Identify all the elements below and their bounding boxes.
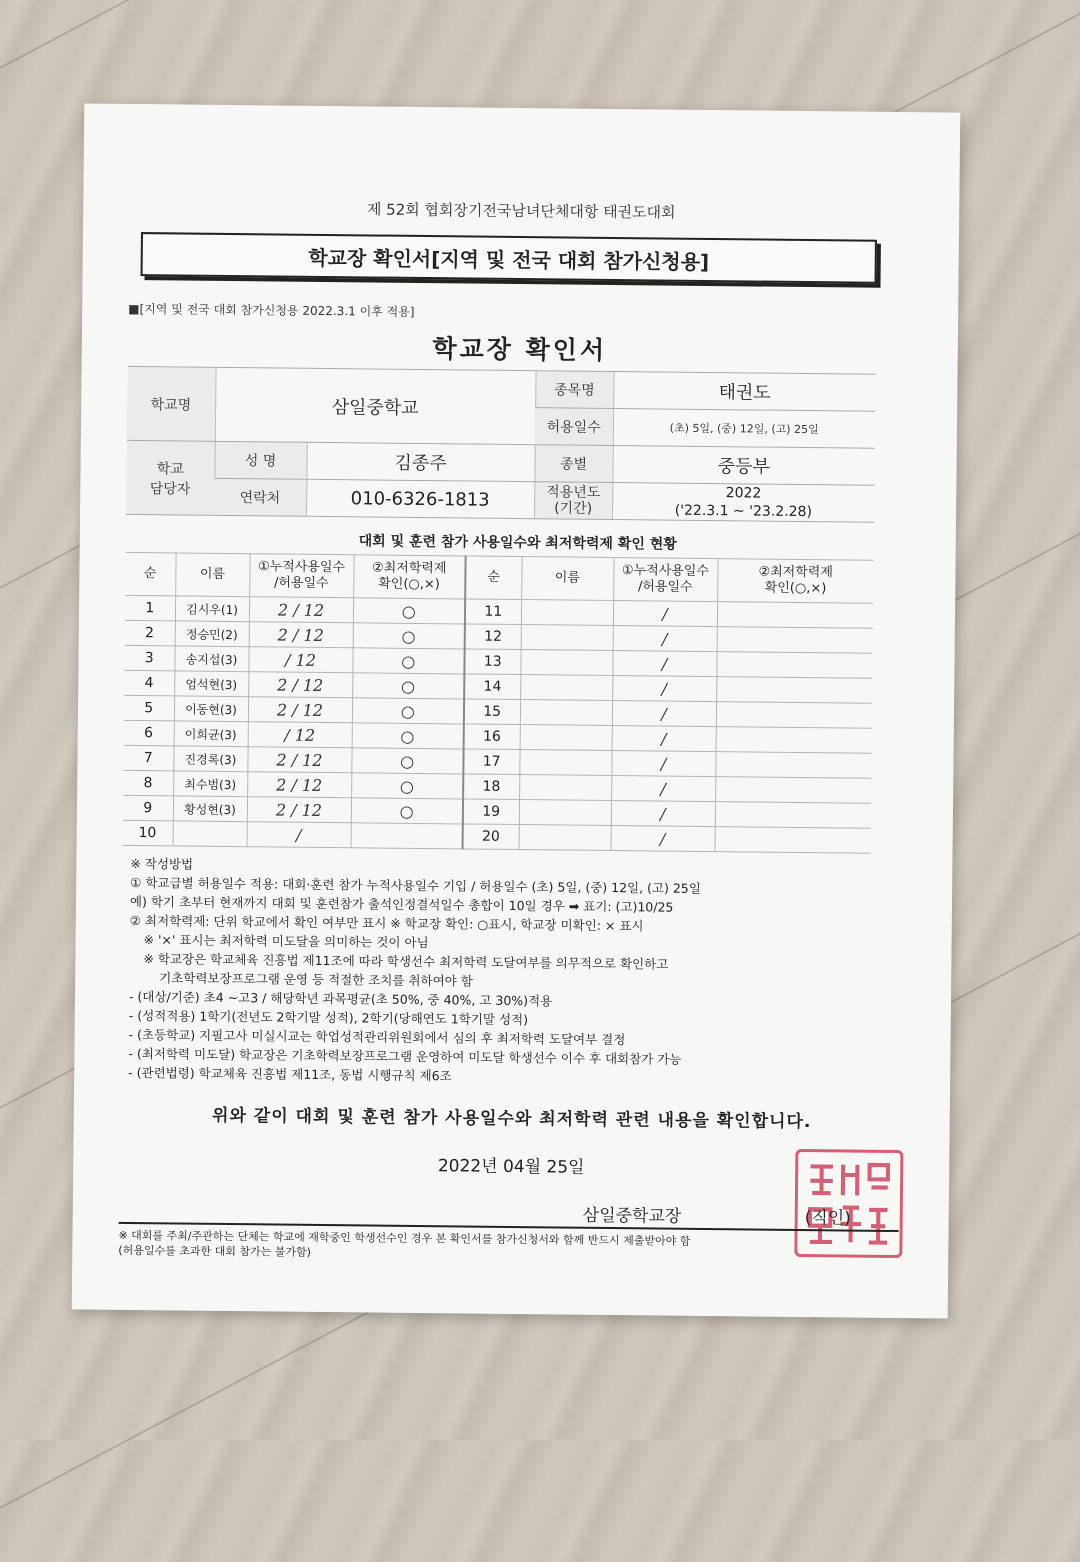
note-line: ※ '×' 표시는 최저학력 미도달을 의미하는 것이 아님 [143,932,429,951]
note-line: 예) 학기 초부터 현재까지 대회 및 훈련참가 출석인정결석일수 총합이 10일 경우 ➡ 표기: (고)10/25 [129,893,674,915]
sport-label: 종목명 [535,371,613,409]
roster-check: ○ [351,798,463,824]
note-line: - (대상/기준) 초4 ~고3 / 해당학년 과목평균(초 50%, 중 40%, 고 30%)적용 [128,988,553,1009]
roster-no: 7 [123,745,173,771]
applies-note: ■[지역 및 전국 대회 참가신청용 2022.3.1 이후 적용] [128,301,415,319]
roster-check [715,827,871,854]
roster-check [715,777,871,804]
roster-check: ○ [352,648,464,674]
roster-days: / [612,726,716,752]
roster-no: 6 [124,720,174,746]
roster-check: ○ [352,698,464,724]
roster-days: 2 / 12 [247,772,351,798]
document-sheet [72,103,961,1318]
roster-check: ○ [353,623,465,649]
boxed-title [141,232,877,284]
signer-name: 삼일중학교장 [582,1205,682,1227]
roster-name: 최수범(3) [173,771,247,797]
roster-name [520,725,612,751]
main-title: 학교장 확인서 [432,334,608,365]
roster-no: 13 [464,649,520,675]
confirmation-statement: 위와 같이 대회 및 훈련 참가 사용일수와 최저학력 관련 내용을 확인합니다. [211,1105,812,1133]
roster-name [519,750,611,776]
section-title: 대회 및 훈련 참가 사용일수와 최저학력제 확인 현황 [358,533,677,553]
footnote-line: ※ 대회를 주최/주관하는 단체는 학교에 재학중인 학생선수인 경우 본 확인서를 참가신청서와 함께 반드시 제출받아야 함 [118,1228,691,1248]
contact-value: 010-6326-1813 [306,479,534,518]
header-name: 이름 [175,553,249,597]
roster-days: 2 / 12 [247,797,351,823]
roster-check [716,677,872,704]
header-no: 순 [465,556,521,600]
roster-no: 1 [125,595,175,621]
roster-days: 2 / 12 [249,597,353,623]
roster-no: 15 [464,699,520,725]
manager-label: 학교 담당자 [126,440,215,515]
roster-name [173,821,247,847]
roster-days: 2 / 12 [248,672,352,698]
roster-check [716,702,872,729]
event-title: 제 52회 협회장기전국남녀단체대항 태권도대회 [366,200,676,222]
footnote-line: (허용일수를 초과한 대회 참가는 불가함) [118,1243,311,1259]
roster-no: 2 [125,620,175,646]
roster-name: 김시우(1) [175,596,249,622]
roster-name: 송지섭(3) [174,646,248,672]
roster-check: ○ [351,748,463,774]
roster-name [521,625,613,651]
roster-days: / [611,825,715,851]
header-name: 이름 [521,557,613,601]
roster-check: ○ [353,598,465,624]
header-days: ①누적사용일수 /허용일수 [613,558,717,602]
roster-name [521,600,613,626]
roster-no: 16 [464,724,520,750]
roster-days: 2 / 12 [247,747,351,773]
sport-value: 태권도 [613,372,875,412]
roster-check [715,802,871,829]
roster-no: 17 [463,749,519,775]
name-label: 성 명 [214,441,306,479]
header-check: ②최저학력제 확인(○,×) [717,559,873,604]
roster-no: 14 [464,674,520,700]
roster-no: 10 [123,820,173,846]
seal-label: (직인) [804,1208,851,1229]
school-label: 학교명 [127,366,216,441]
note-line: ※ 작성방법 [130,855,194,872]
roster-name [520,700,612,726]
roster-name: 황성현(3) [173,796,247,822]
year-label: 적용년도 (기간) [534,482,612,520]
school-value: 삼일중학교 [215,367,536,444]
roster-no: 12 [465,624,521,650]
roster-days: / [611,776,715,802]
roster-no: 11 [465,599,521,625]
name-value: 김종주 [306,442,534,481]
roster-check [716,727,872,754]
confirmation-date: 2022년 04월 25일 [437,1156,585,1178]
division-value: 중등부 [612,445,874,485]
roster-check: ○ [352,723,464,749]
roster-name: 이동현(3) [174,696,248,722]
roster-no: 8 [123,770,173,796]
roster-check: ○ [352,673,464,699]
roster-days: / 12 [248,647,352,673]
roster-name: 이희균(3) [174,721,248,747]
roster-name [520,650,612,676]
footnote [118,1222,898,1266]
roster-days: / [247,822,351,848]
roster-name [519,825,611,851]
roster-name: 정승민(2) [175,621,249,647]
instructions-notes [128,854,890,1090]
roster-name [519,800,611,826]
roster-body [123,595,874,853]
contact-label: 연락처 [214,478,306,516]
roster-name [519,775,611,801]
header-check: ②최저학력제 확인(○,×) [353,555,465,599]
roster-days: / 12 [248,722,352,748]
header-days: ①누적사용일수 /허용일수 [249,554,353,598]
boxed-title-text: 학교장 확인서[지역 및 전국 대회 참가신청용] [308,245,710,274]
note-line: - (최저학력 미도달) 학교장은 기초학력보장프로그램 운영하여 미도달 학생선수 이수 후 대회참가 가능 [128,1045,682,1067]
roster-table [123,552,874,854]
note-line: ② 최저학력제: 단위 학교에서 확인 여부만 표시 ※ 학교장 확인: ○표시, 학교장 미확인: × 표시 [129,912,644,934]
roster-name [520,675,612,701]
roster-days: / [613,601,717,627]
roster-check [715,752,871,779]
allow-label: 허용일수 [535,408,613,446]
school-info-table [126,366,876,523]
roster-days: / [612,676,716,702]
note-line: - (성적적용) 1학기(전년도 2학기말 성적), 2학기(당해연도 1학기말 성적) [128,1007,529,1028]
roster-days: 2 / 12 [248,697,352,723]
note-line: 기초학력보장프로그램 운영 등 적절한 조치를 취하여야 함 [159,970,473,989]
roster-check [351,823,463,849]
division-label: 종별 [534,445,612,483]
note-line: - (관련법령) 학교체육 진흥법 제11조, 동법 시행규칙 제6조 [128,1064,452,1084]
roster-name: 엄석현(3) [174,671,248,697]
roster-no: 18 [463,774,519,800]
roster-check [717,602,873,629]
year-value: 2022 [725,485,762,502]
roster-no: 5 [124,695,174,721]
roster-no: 20 [463,824,519,850]
roster-no: 19 [463,799,519,825]
roster-check [717,627,873,654]
note-line: ① 학교급별 허용일수 적용: 대회·훈련 참가 누적사용일수 기입 / 허용일수 (초) 5일, (중) 12일, (고) 25일 [130,874,701,896]
roster-check: ○ [351,773,463,799]
header-no: 순 [125,552,175,596]
roster-no: 9 [123,795,173,821]
roster-name: 진경록(3) [173,746,247,772]
year-cell [612,482,874,522]
roster-days: / [613,626,717,652]
roster-no: 3 [124,645,174,671]
note-line: ※ 학교장은 학교체육 진흥법 제11조에 따라 학생선수 최저학력 도달여부를 의무적으로 확인하고 [143,951,669,972]
period-value: ('22.3.1 ~ '23.2.28) [674,502,813,521]
roster-days: / [612,651,716,677]
roster-no: 4 [124,670,174,696]
roster-days: / [612,701,716,727]
roster-days: / [611,801,715,827]
note-line: - (초등학교) 지필고사 미실시교는 학업성적관리위원회에서 심의 후 최저학력 도달여부 결정 [128,1026,626,1048]
allow-value: (초) 5일, (중) 12일, (고) 25일 [613,409,875,449]
roster-days: 2 / 12 [249,622,353,648]
roster-days: / [611,751,715,777]
roster-check [716,652,872,679]
